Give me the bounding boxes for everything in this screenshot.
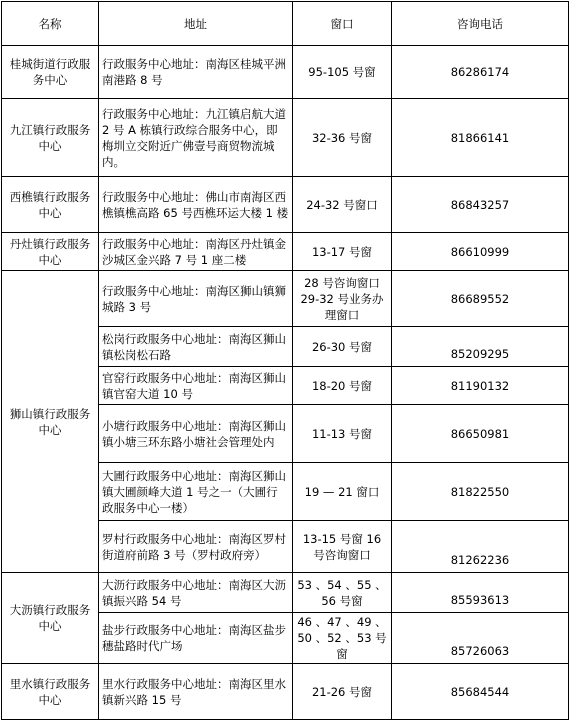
window-cell: 32-36 号窗 bbox=[293, 99, 392, 177]
phone-cell: 86286174 bbox=[392, 46, 569, 99]
window-cell: 19 — 21 窗口 bbox=[293, 463, 392, 521]
window-cell: 53 、54 、55 、56 号窗 bbox=[293, 573, 392, 613]
phone-cell: 85593613 bbox=[392, 573, 569, 613]
header-name: 名称 bbox=[2, 2, 99, 46]
phone-cell: 86689552 bbox=[392, 271, 569, 327]
window-cell: 18-20 号窗 bbox=[293, 367, 392, 405]
window-cell: 11-13 号窗 bbox=[293, 405, 392, 463]
address-cell: 行政服务中心地址：佛山市南海区西樵镇樵高路 65 号西樵环运大楼 1 楼 bbox=[99, 177, 293, 233]
phone-cell: 86843257 bbox=[392, 177, 569, 233]
center-name: 西樵镇行政服务中心 bbox=[2, 177, 99, 233]
table-row bbox=[2, 573, 569, 613]
table-header-row bbox=[2, 2, 569, 46]
center-name: 桂城街道行政服务中心 bbox=[2, 46, 99, 99]
window-cell: 46 、47 、49 、50 、52 、53 号窗 bbox=[293, 613, 392, 664]
address-cell: 盐步行政服务中心地址：南海区盐步穗盐路时代广场 bbox=[99, 613, 293, 664]
window-cell: 13-15 号窗 16 号咨询窗口 bbox=[293, 521, 392, 573]
window-cell: 13-17 号窗 bbox=[293, 233, 392, 271]
address-cell: 大沥行政服务中心地址：南海区大沥镇振兴路 54 号 bbox=[99, 573, 293, 613]
phone-cell: 85684544 bbox=[392, 664, 569, 720]
address-cell: 罗村行政服务中心地址：南海区罗村街道府前路 3 号（罗村政府旁） bbox=[99, 521, 293, 573]
table-row bbox=[2, 99, 569, 177]
address-cell: 大圃行政服务中心地址：南海区狮山镇大圃颜峰大道 1 号之一（大圃行政服务中心一楼） bbox=[99, 463, 293, 521]
phone-cell: 86650981 bbox=[392, 405, 569, 463]
address-cell: 行政服务中心地址：南海区丹灶镇金沙城区金兴路 7 号 1 座二楼 bbox=[99, 233, 293, 271]
table-row bbox=[2, 271, 569, 327]
table-row bbox=[2, 177, 569, 233]
center-name: 狮山镇行政服务中心 bbox=[2, 271, 99, 573]
service-center-table bbox=[1, 1, 569, 720]
header-window: 窗口 bbox=[293, 2, 392, 46]
phone-cell: 81866141 bbox=[392, 99, 569, 177]
header-address: 地址 bbox=[99, 2, 293, 46]
phone-cell: 85726063 bbox=[392, 613, 569, 664]
window-cell: 28 号咨询窗口 29-32 号业务办理窗口 bbox=[293, 271, 392, 327]
table-row bbox=[2, 46, 569, 99]
phone-cell: 81190132 bbox=[392, 367, 569, 405]
window-cell: 24-32 号窗口 bbox=[293, 177, 392, 233]
address-cell: 里水行政服务中心地址：南海区里水镇新兴路 15 号 bbox=[99, 664, 293, 720]
address-cell: 行政服务中心地址：南海区狮山镇狮城路 3 号 bbox=[99, 271, 293, 327]
address-cell: 小塘行政服务中心地址：南海区狮山镇小塘三环东路小塘社会管理处内 bbox=[99, 405, 293, 463]
phone-cell: 81262236 bbox=[392, 521, 569, 573]
table-row bbox=[2, 233, 569, 271]
address-cell: 行政服务中心地址：南海区桂城平洲南港路 8 号 bbox=[99, 46, 293, 99]
phone-cell: 86610999 bbox=[392, 233, 569, 271]
center-name: 丹灶镇行政服务中心 bbox=[2, 233, 99, 271]
center-name: 里水镇行政服务中心 bbox=[2, 664, 99, 720]
phone-cell: 81822550 bbox=[392, 463, 569, 521]
center-name: 大沥镇行政服务中心 bbox=[2, 573, 99, 664]
header-phone: 咨询电话 bbox=[392, 2, 569, 46]
window-cell: 95-105 号窗 bbox=[293, 46, 392, 99]
window-cell: 26-30 号窗 bbox=[293, 327, 392, 367]
center-name: 九江镇行政服务中心 bbox=[2, 99, 99, 177]
address-cell: 官窑行政服务中心地址：南海区狮山镇官窑大道 10 号 bbox=[99, 367, 293, 405]
table-row bbox=[2, 664, 569, 720]
phone-cell: 85209295 bbox=[392, 327, 569, 367]
window-cell: 21-26 号窗 bbox=[293, 664, 392, 720]
address-cell: 松岗行政服务中心地址：南海区狮山镇松岗松石路 bbox=[99, 327, 293, 367]
address-cell: 行政服务中心地址：九江镇启航大道 2 号 A 栋镇行政综合服务中心，即梅圳立交附近广佛壹号商贸物流城内。 bbox=[99, 99, 293, 177]
